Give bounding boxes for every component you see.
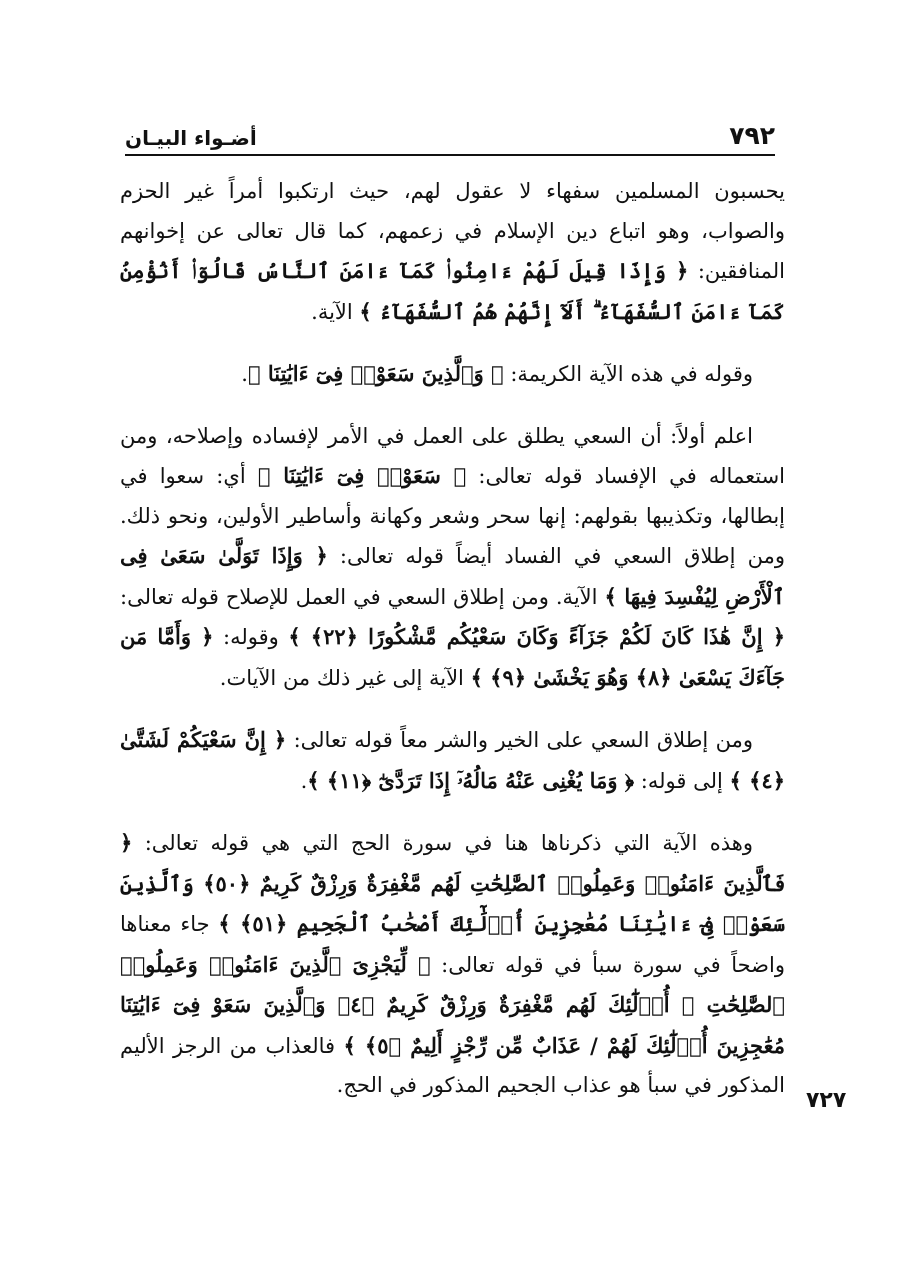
text-run: الآية إلى غير ذلك من الآيات. (219, 665, 471, 690)
quran-quote: ﴿ وَأَمَّا مَن جَآءَكَ يَسْعَىٰ ﴿٨﴾ وَهُوَ يَخْشَىٰ ﴿٩﴾ ﴾ (120, 624, 785, 690)
text-run: فالعذاب من الرجز الأليم المذكور في سبأ هو عذاب الجحيم المذكور في الحج. (120, 1033, 785, 1097)
text-run: وقوله في هذه الآية الكريمة: (503, 362, 753, 386)
page-number: ٧٩٢ (729, 121, 775, 150)
text-run: أي: سعوا في إبطالها، وتكذيبها بقولهم: إنها سحر وشعر وكهانة وأساطير الأولين، ونحو ذلك. ومن إطلاق السعي في الفساد أيضاً قوله تعالى: (120, 464, 785, 568)
text-run: يحسبون المسلمين سفهاء لا عقول لهم، حيث ارتكبوا أمراً غير الحزم والصواب، وهو اتباع دين الإسلام في زعمهم، كما قال تعالى عن إخوانهم المنافقين: (120, 179, 786, 283)
text-run: ومن إطلاق السعي على الخير والشر معاً قوله تعالى: (286, 728, 753, 752)
quran-quote: ﴿ وَإِذَا تَوَلَّىٰ سَعَىٰ فِى ٱلْأَرْضِ لِيُفْسِدَ فِيهَا ﴾ (120, 543, 785, 609)
text-run: إلى قوله: (634, 768, 730, 793)
quran-quote: ﴿ فَٱلَّذِينَ ءَامَنُوا۟ وَعَمِلُوا۟ ٱلصَّٰلِحَٰتِ لَهُم مَّغْفِرَةٌ وَرِزْقٌ كَرِيمٌ ﴿٥٠﴾ وَٱلَّذِينَ سَعَوْا۟ فِىٓ ءَايَٰتِنَا مُعَٰجِزِينَ أُو۟لَٰٓئِكَ أَصْحَٰبُ ٱلْجَحِيمِ ﴿٥١﴾ ﴾ (120, 830, 785, 936)
paragraph (120, 720, 785, 801)
quran-quote: ﴿ إِنَّ سَعْيَكُمْ لَشَتَّىٰ ﴿٤﴾ ﴾ (120, 727, 785, 793)
quran-quote: ﴿ وَإِذَا قِيلَ لَهُمْ ءَامِنُوا۟ كَمَآ ءَامَنَ ٱلنَّاسُ قَالُوٓا۟ أَنُؤْمِنُ كَمَآ ءَامَنَ ٱلسُّفَهَآءُ ۗ أَلَآ إِنَّهُمْ هُمُ ٱلسُّفَهَآءُ ﴾ (120, 258, 785, 324)
text-run: جاء معناها واضحاً في سورة سبأ في قوله تعالى: (120, 912, 785, 977)
paragraph (120, 354, 785, 395)
running-title: أضـواء البيـان (125, 126, 257, 150)
quran-quote: ﴿ لِّيَجْزِىَ ٱلَّذِينَ ءَامَنُوا۟ وَعَمِلُوا۟ ٱلصَّٰلِحَٰتِ ۚ أُو۟لَٰٓئِكَ لَهُم مَّغْفِرَةٌ وَرِزْقٌ كَرِيمٌ ﴿٤﴾ وَٱلَّذِينَ سَعَوْ فِىٓ ءَايَٰتِنَا مُعَٰجِزِينَ أُو۟لَٰٓئِكَ لَهُمْ / عَذَابٌ مِّن رِّجْزٍ أَلِيمٌ ﴿٥﴾ ﴾ (120, 951, 785, 1058)
text-run: الآية. (311, 299, 360, 324)
quran-quote: ﴿ وَٱلَّذِينَ سَعَوْا۟ فِىٓ ءَايَٰتِنَا ﴾ (247, 361, 504, 386)
body-text (120, 172, 785, 1128)
quran-quote: ﴿ سَعَوْا۟ فِىٓ ءَايَٰتِنَا ﴾ (257, 463, 467, 488)
text-run: الآية. ومن إطلاق السعي في العمل للإصلاح قوله تعالى: (120, 584, 605, 609)
paragraph (120, 823, 785, 1106)
paragraph (120, 417, 785, 699)
text-run: اعلم أولاً: أن السعي يطلق على العمل في الأمر لإفساده وإصلاحه، ومن استعماله في الإفساد قوله تعالى: (120, 423, 785, 488)
page-header (125, 108, 775, 156)
quran-quote: ﴿ إِنَّ هَٰذَا كَانَ لَكُمْ جَزَآءً وَكَانَ سَعْيُكُم مَّشْكُورًا ﴿٢٢﴾ ﴾ (288, 624, 785, 649)
text-run: وهذه الآية التي ذكرناها هنا في سورة الحج التي هي قوله تعالى: (132, 831, 753, 855)
text-run: . (300, 768, 308, 793)
source-page-marker: ٧٢٧ (806, 1088, 847, 1113)
text-run: . (241, 362, 248, 386)
quran-quote: ﴿ وَمَا يُغْنِى عَنْهُ مَالُهُۥٓ إِذَا تَرَدَّىٰٓ ﴿١١﴾ ﴾ (307, 767, 635, 793)
text-run: وقوله: (213, 625, 289, 649)
paragraph (120, 172, 785, 332)
